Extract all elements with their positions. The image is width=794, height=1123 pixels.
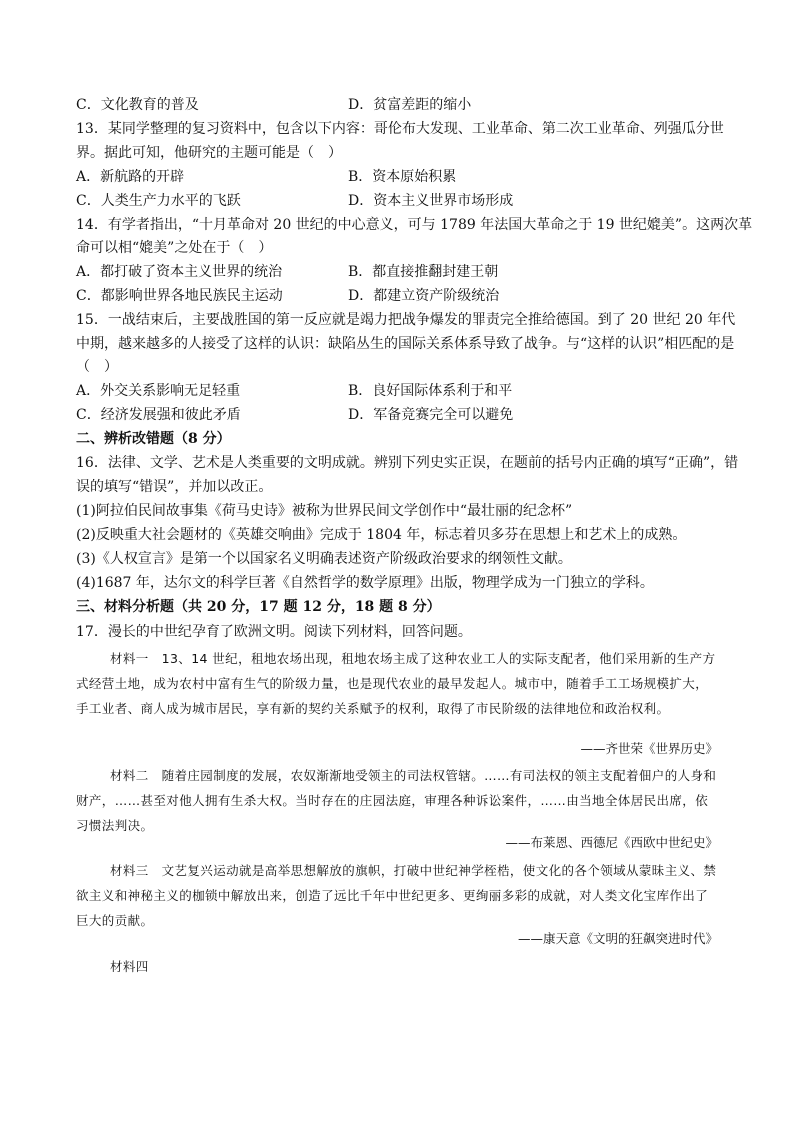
material-2 [76, 763, 718, 838]
q12-option-c: C．文化教育的普及 [76, 97, 199, 113]
material-2-source: ——布莱恩、西德尼《西欧中世纪史》 [505, 835, 718, 850]
q12-option-d: D．贫富差距的缩小 [348, 97, 472, 113]
q13-stem-line2: 界。据此可知，他研究的主题可能是（ ） [76, 145, 342, 161]
q13-stem-line1: 13．某同学整理的复习资料中，包含以下内容：哥伦布大发现、工业革命、第二次工业革命、列强瓜分世 [76, 121, 724, 137]
q15-stem-line3: （ ） [76, 359, 118, 375]
material-1-source: ——齐世荣《世界历史》 [580, 741, 718, 756]
material-2-text: 材料二 随着庄园制度的发展，农奴渐渐地受领主的司法权管辖。……有司法权的领主支配着佃户的人身和财产，……甚至对他人拥有生杀大权。当时存在的庄园法庭，审理各种诉讼案件，……由当地全体居民出席，依习惯法判决。 [76, 768, 717, 833]
q14-option-a: A．都打破了资本主义世界的统治 [76, 264, 283, 280]
q15-stem-line1: 15．一战结束后，主要战胜国的第一反应就是竭力把战争爆发的罪责完全推给德国。到了 20 世纪 20 年代 [76, 312, 736, 328]
q14-option-b: B．都直接推翻封建王朝 [348, 264, 499, 280]
section3-heading: 三、材料分析题（共 20 分，17 题 12 分，18 题 8 分） [76, 599, 441, 615]
q16-item-1: (1)阿拉伯民间故事集《荷马史诗》被称为世界民间文学创作中“最壮丽的纪念杯” [76, 503, 573, 519]
q15-option-b: B．良好国际体系利于和平 [348, 383, 513, 399]
q14-stem-line1: 14．有学者指出，“十月革命对 20 世纪的中心意义，可与 1789 年法国大革命之于 19 世纪媲美”。这两次革 [76, 217, 753, 233]
material-1-text: 材料一 13、14 世纪，租地农场出现，租地农场主成了这种农业工人的实际支配者，他们采用新的生产方式经营土地，成为农村中富有生气的阶级力量，也是现代农业的最早发起人。城市中，随着手工工场规模扩大，手工业者、商人成为城市居民，享有新的契约关系赋予的权利，取得了市民阶级的法律地位和政治权利。 [76, 651, 716, 716]
q14-option-c: C．都影响世界各地民族民主运动 [76, 288, 283, 304]
q16-stem-line2: 误的填写“错误”，并加以改正。 [76, 479, 273, 495]
q14-stem-line2: 命可以相“媲美”之处在于（ ） [76, 240, 273, 256]
material-3-source: ——康天意《文明的狂飙突进时代》 [517, 931, 718, 946]
material-3 [76, 858, 718, 933]
q17-stem: 17．漫长的中世纪孕育了欧洲文明。阅读下列材料，回答问题。 [76, 624, 472, 640]
q13-option-a: A．新航路的开辟 [76, 169, 185, 185]
q16-item-3: (3)《人权宣言》是第一个以国家名义明确表述资产阶级政治要求的纲领性文献。 [76, 551, 572, 567]
q15-stem-line2: 中期，越来越多的人接受了这样的认识：缺陷丛生的国际关系体系导致了战争。与“这样的认识”相匹配的是 [76, 336, 735, 352]
material-1 [76, 646, 718, 721]
q16-item-2: (2)反映重大社会题材的《英雄交响曲》完成于 1804 年，标志着贝多芬在思想上和艺术上的成熟。 [76, 527, 687, 543]
material-4-label: 材料四 [110, 959, 149, 974]
q16-stem-line1: 16．法律、文学、艺术是人类重要的文明成就。辨别下列史实正误，在题前的括号内正确的填写“正确”，错 [76, 455, 739, 471]
material-3-text: 材料三 文艺复兴运动就是高举思想解放的旗帜，打破中世纪神学桎梏，使文化的各个领域从蒙昧主义、禁欲主义和神秘主义的枷锁中解放出来，创造了远比千年中世纪更多、更绚丽多彩的成就，对人类文化宝库作出了巨大的贡献。 [76, 863, 717, 928]
q15-option-d: D．军备竞赛完全可以避免 [348, 407, 514, 423]
q13-option-c: C．人类生产力水平的飞跃 [76, 193, 241, 209]
q16-item-4: (4)1687 年，达尔文的科学巨著《自然哲学的数学原理》出版，物理学成为一门独立的学科。 [76, 575, 654, 591]
q13-option-d: D．资本主义世界市场形成 [348, 193, 514, 209]
section2-heading: 二、辨析改错题（8 分） [76, 431, 231, 447]
material-4 [76, 954, 718, 979]
q15-option-a: A．外交关系影响无足轻重 [76, 383, 241, 399]
q15-option-c: C．经济发展强和彼此矛盾 [76, 407, 241, 423]
q13-option-b: B．资本原始积累 [348, 169, 457, 185]
q14-option-d: D．都建立资产阶级统治 [348, 288, 500, 304]
